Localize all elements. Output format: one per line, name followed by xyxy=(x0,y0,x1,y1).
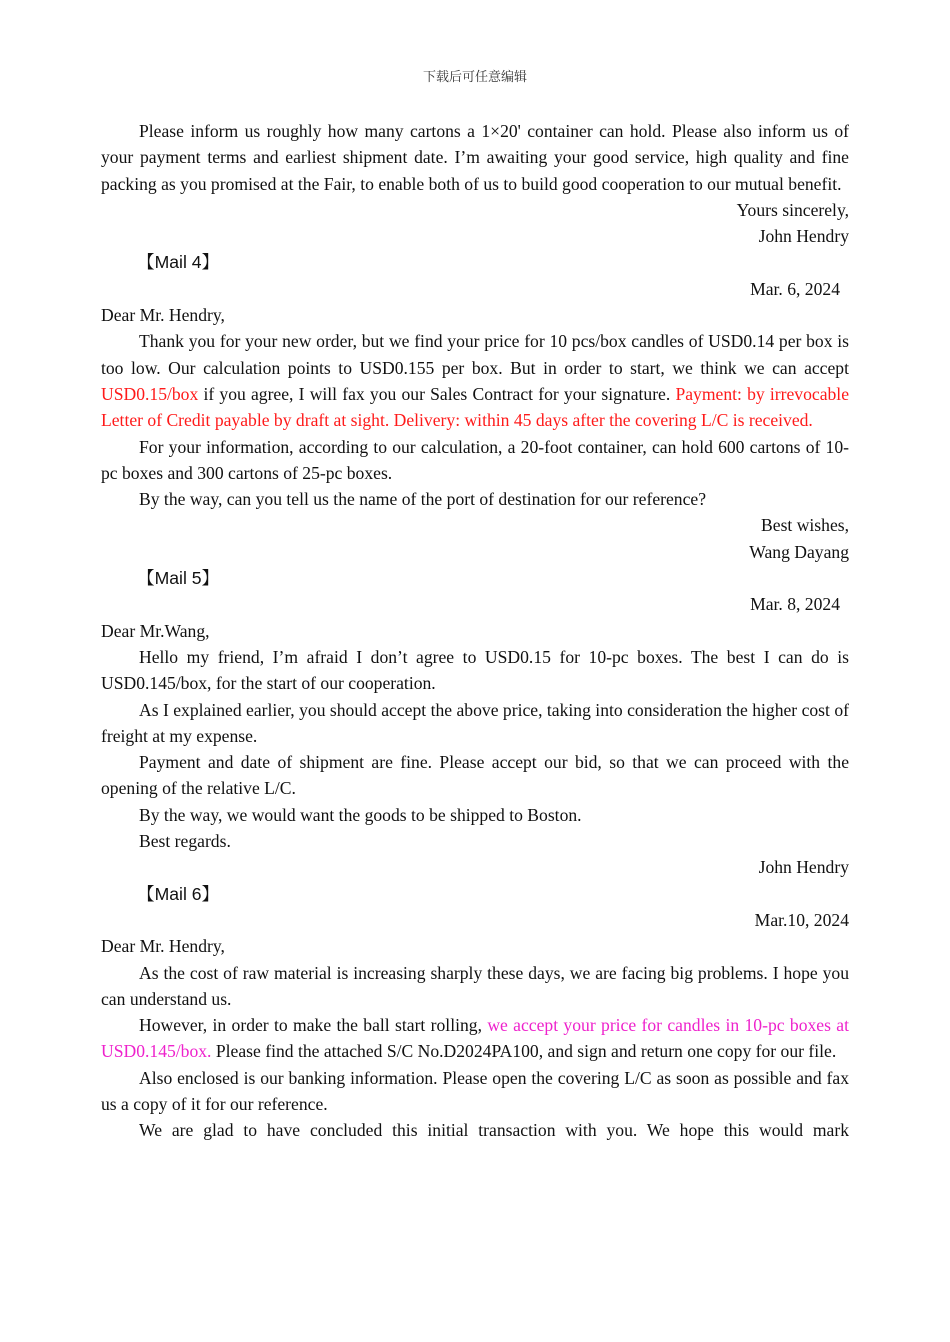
mail-5-paragraph-5: Best regards. xyxy=(139,831,231,852)
mail-4-paragraph-2: For your information, according to our calculation, a 20-foot container, can hold 600 cartons of 10-pc boxes and 300 cartons of 25-pc boxes. xyxy=(101,436,849,483)
mail-6-paragraph-2 xyxy=(101,1012,849,1065)
mail-5-date: Mar. 8, 2024 xyxy=(750,594,840,615)
mail-6-paragraph-3: Also enclosed is our banking information. Please open the covering L/C as soon as possible and fax us a copy of it for our reference. xyxy=(101,1067,849,1114)
mail-6-p2-text-b: Please find the attached S/C No.D2024PA100, and sign and return one copy for our file. xyxy=(211,1041,837,1062)
mail-4-terms-highlight: Payment: by irrevocable Letter of Credit payable by draft at sight. Delivery: within 45 days after the covering L/C is received. xyxy=(101,383,850,431)
mail-6-heading: 【Mail 6】 xyxy=(137,883,220,904)
mail-6 xyxy=(101,881,849,1144)
mail-6-paragraph-4: We are glad to have concluded this initial transaction with you. We hope this would mark xyxy=(139,1120,849,1141)
mail-6-acceptance-highlight: we accept your price for candles in 10-pc boxes at USD0.145/box. xyxy=(101,1015,849,1062)
mail-4-salutation: Dear Mr. Hendry, xyxy=(101,305,225,326)
mail-3-paragraph-1: Please inform us roughly how many cartons a 1×20' container can hold. Please also inform us of your payment terms and earliest shipment date. I’m awaiting your good service, high quality and fine packing as you promised at the Fair, to enable both of us to build good cooperation to our mutual benefit. xyxy=(101,121,849,194)
mail-4-paragraph-3: By the way, can you tell us the name of the port of destination for our reference? xyxy=(139,489,707,510)
mail-5-heading: 【Mail 5】 xyxy=(137,568,220,589)
mail-5-paragraph-3: Payment and date of shipment are fine. Please accept our bid, so that we can proceed with the opening of the relative L/C. xyxy=(101,752,849,799)
mail-4-paragraph-1 xyxy=(101,328,849,433)
mail-5-paragraph-2: As I explained earlier, you should accept the above price, taking into consideration the higher cost of freight at my expense. xyxy=(101,699,849,746)
page-header-watermark: 下载后可任意编辑 xyxy=(422,70,527,85)
mail-3-signature: John Hendry xyxy=(758,226,849,247)
mail-6-date: Mar.10, 2024 xyxy=(754,909,849,930)
mail-5-salutation: Dear Mr.Wang, xyxy=(101,620,210,641)
mail-4-p1-text-a: Thank you for your new order, but we find your price for 10 pcs/box candles of USD0.14 per box is too low. Our calculation points to USD0.155 per box. But in order to start, we think we can accept xyxy=(101,331,849,378)
mail-3-continuation xyxy=(101,118,849,249)
mail-4-date: Mar. 6, 2024 xyxy=(750,278,840,299)
mail-4-heading: 【Mail 4】 xyxy=(137,252,220,273)
mail-4 xyxy=(101,249,849,565)
mail-6-p2-text-a: However, in order to make the ball start rolling, xyxy=(139,1015,488,1036)
mail-5-signature: John Hendry xyxy=(758,857,849,878)
mail-4-closing: Best wishes, xyxy=(761,515,849,536)
mail-5-paragraph-4: By the way, we would want the goods to be shipped to Boston. xyxy=(139,804,582,825)
mail-4-signature: Wang Dayang xyxy=(749,541,849,562)
mail-6-paragraph-1: As the cost of raw material is increasing sharply these days, we are facing big problems. I hope you can understand us. xyxy=(101,962,849,1009)
mail-5 xyxy=(101,565,849,881)
mail-4-price-highlight: USD0.15/box xyxy=(101,383,199,404)
mail-3-closing: Yours sincerely, xyxy=(736,199,849,220)
mail-6-salutation: Dear Mr. Hendry, xyxy=(101,936,225,957)
mail-5-paragraph-1: Hello my friend, I’m afraid I don’t agree to USD0.15 for 10-pc boxes. The best I can do is USD0.145/box, for the start of our cooperation. xyxy=(101,646,849,694)
document-body xyxy=(101,118,849,1144)
mail-4-p1-text-b: if you agree, I will fax you our Sales Contract for your signature. xyxy=(198,383,676,404)
